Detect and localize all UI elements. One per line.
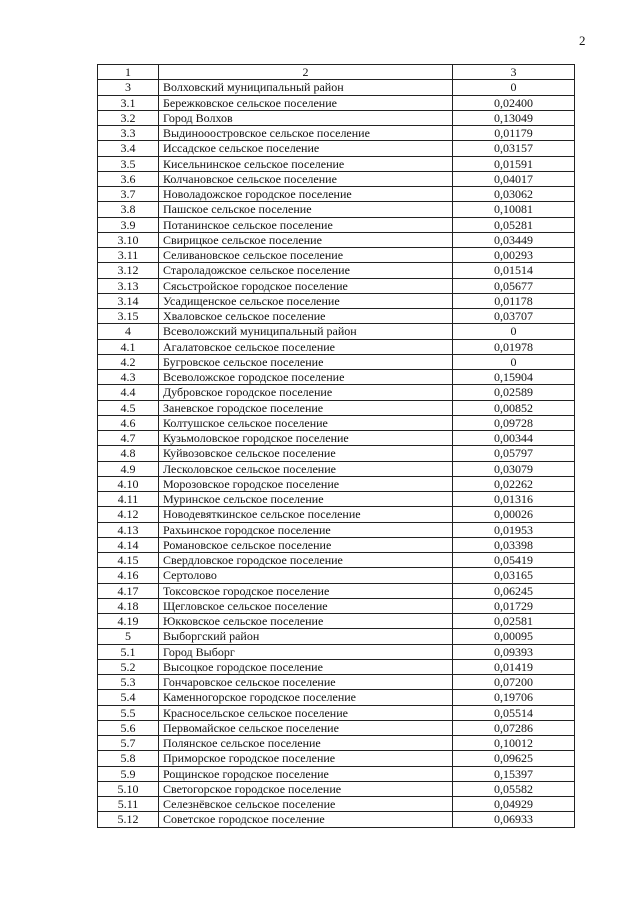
municipality-name: Юкковское сельское поселение: [159, 614, 453, 629]
municipality-name: Свердловское городское поселение: [159, 553, 453, 568]
coefficient-value: 0,01178: [453, 293, 575, 308]
table-row: [98, 598, 575, 613]
row-number: 3.10: [98, 232, 159, 247]
municipality-name: Щегловское сельское поселение: [159, 598, 453, 613]
table-row: [98, 507, 575, 522]
row-number: 4.15: [98, 553, 159, 568]
row-number: 3.2: [98, 110, 159, 125]
table-row: [98, 110, 575, 125]
coefficient-value: 0,01419: [453, 659, 575, 674]
table-row: [98, 705, 575, 720]
municipality-name: Пашское сельское поселение: [159, 202, 453, 217]
municipality-name: Высоцкое городское поселение: [159, 659, 453, 674]
row-number: 4.18: [98, 598, 159, 613]
municipality-name: Каменногорское городское поселение: [159, 690, 453, 705]
municipality-name: Усадищенское сельское поселение: [159, 293, 453, 308]
table-row: [98, 614, 575, 629]
row-number: 3.6: [98, 171, 159, 186]
municipality-name: Бугровское сельское поселение: [159, 354, 453, 369]
table-row: [98, 690, 575, 705]
table-row: [98, 278, 575, 293]
municipality-name: Кисельнинское сельское поселение: [159, 156, 453, 171]
coefficient-value: 0,15397: [453, 766, 575, 781]
table-row: [98, 476, 575, 491]
coefficient-value: 0,01514: [453, 263, 575, 278]
coefficient-value: 0,00293: [453, 248, 575, 263]
row-number: 5: [98, 629, 159, 644]
row-number: 4.7: [98, 431, 159, 446]
coefficient-value: 0,05281: [453, 217, 575, 232]
municipality-name: Полянское сельское поселение: [159, 736, 453, 751]
row-number: 5.6: [98, 720, 159, 735]
coefficient-value: 0: [453, 80, 575, 95]
row-number: 5.12: [98, 812, 159, 827]
row-number: 3.14: [98, 293, 159, 308]
coefficient-value: 0,03157: [453, 141, 575, 156]
table-row: [98, 263, 575, 278]
coefficient-value: 0,02589: [453, 385, 575, 400]
municipality-name: Рощинское городское поселение: [159, 766, 453, 781]
table-row: [98, 232, 575, 247]
coefficient-value: 0,01316: [453, 492, 575, 507]
municipality-name: Сясьстройское городское поселение: [159, 278, 453, 293]
table-row: [98, 568, 575, 583]
coefficient-value: 0,02581: [453, 614, 575, 629]
table-row: [98, 629, 575, 644]
table-row: [98, 583, 575, 598]
table-row: [98, 431, 575, 446]
row-number: 5.7: [98, 736, 159, 751]
table-row: [98, 553, 575, 568]
table-row: [98, 736, 575, 751]
municipality-name: Куйвозовское сельское поселение: [159, 446, 453, 461]
row-number: 4: [98, 324, 159, 339]
coefficient-value: 0,10012: [453, 736, 575, 751]
row-number: 5.8: [98, 751, 159, 766]
municipality-name: Первомайское сельское поселение: [159, 720, 453, 735]
coefficient-value: 0,01978: [453, 339, 575, 354]
municipality-name: Селезнёвское сельское поселение: [159, 797, 453, 812]
row-number: 3.3: [98, 126, 159, 141]
table-header: [98, 65, 575, 80]
row-number: 5.9: [98, 766, 159, 781]
coefficient-value: 0,01729: [453, 598, 575, 613]
table-row: [98, 446, 575, 461]
table-header-row: [98, 65, 575, 80]
header-col-2: 2: [159, 65, 453, 80]
row-number: 3.12: [98, 263, 159, 278]
table-row: [98, 187, 575, 202]
municipality-name: Выборгский район: [159, 629, 453, 644]
coefficient-value: 0,00852: [453, 400, 575, 415]
row-number: 4.9: [98, 461, 159, 476]
coefficient-value: 0,05514: [453, 705, 575, 720]
page-number: 2: [579, 33, 586, 48]
row-number: 5.3: [98, 675, 159, 690]
municipality-name: Лесколовское сельское поселение: [159, 461, 453, 476]
table-row: [98, 675, 575, 690]
row-number: 4.6: [98, 415, 159, 430]
table-row: [98, 492, 575, 507]
municipality-name: Иссадское сельское поселение: [159, 141, 453, 156]
coefficient-value: 0,04929: [453, 797, 575, 812]
header-col-1: 1: [98, 65, 159, 80]
table-row: [98, 80, 575, 95]
municipality-name: Хваловское сельское поселение: [159, 309, 453, 324]
coefficient-value: 0,00344: [453, 431, 575, 446]
table-row: [98, 400, 575, 415]
table-row: [98, 370, 575, 385]
coefficient-value: 0,09393: [453, 644, 575, 659]
coefficient-value: 0,00095: [453, 629, 575, 644]
coefficient-value: 0,00026: [453, 507, 575, 522]
coefficient-value: 0,06933: [453, 812, 575, 827]
municipality-name: Сертолово: [159, 568, 453, 583]
coefficient-value: 0,03062: [453, 187, 575, 202]
table-row: [98, 751, 575, 766]
table-row: [98, 324, 575, 339]
row-number: 4.5: [98, 400, 159, 415]
municipality-name: Выдинооостровское сельское поселение: [159, 126, 453, 141]
municipality-name: Селивановское сельское поселение: [159, 248, 453, 263]
municipality-name: Морозовское городское поселение: [159, 476, 453, 491]
coefficient-value: 0,01179: [453, 126, 575, 141]
coefficient-value: 0,10081: [453, 202, 575, 217]
municipality-name: Колтушское сельское поселение: [159, 415, 453, 430]
table-row: [98, 720, 575, 735]
municipality-name: Рахьинское городское поселение: [159, 522, 453, 537]
row-number: 4.4: [98, 385, 159, 400]
coefficient-value: 0,02262: [453, 476, 575, 491]
table-row: [98, 354, 575, 369]
municipality-name: Красносельское сельское поселение: [159, 705, 453, 720]
table-body: [98, 80, 575, 827]
municipality-name: Дубровское городское поселение: [159, 385, 453, 400]
municipality-name: Токсовское городское поселение: [159, 583, 453, 598]
municipality-name: Романовское сельское поселение: [159, 537, 453, 552]
table-row: [98, 537, 575, 552]
municipality-name: Муринское сельское поселение: [159, 492, 453, 507]
coefficient-value: 0,05677: [453, 278, 575, 293]
municipality-name: Приморское городское поселение: [159, 751, 453, 766]
table-row: [98, 309, 575, 324]
coefficient-value: 0,15904: [453, 370, 575, 385]
table-row: [98, 156, 575, 171]
row-number: 4.13: [98, 522, 159, 537]
row-number: 4.19: [98, 614, 159, 629]
coefficient-value: 0,19706: [453, 690, 575, 705]
row-number: 3.8: [98, 202, 159, 217]
row-number: 5.1: [98, 644, 159, 659]
coefficient-value: 0,03398: [453, 537, 575, 552]
row-number: 3.7: [98, 187, 159, 202]
table-row: [98, 644, 575, 659]
row-number: 5.11: [98, 797, 159, 812]
coefficient-value: 0,09728: [453, 415, 575, 430]
coefficient-value: 0,02400: [453, 95, 575, 110]
row-number: 5.2: [98, 659, 159, 674]
row-number: 4.14: [98, 537, 159, 552]
row-number: 3.4: [98, 141, 159, 156]
row-number: 5.10: [98, 781, 159, 796]
municipality-name: Колчановское сельское поселение: [159, 171, 453, 186]
table-row: [98, 766, 575, 781]
row-number: 3.1: [98, 95, 159, 110]
coefficient-value: 0,13049: [453, 110, 575, 125]
municipality-name: Город Волхов: [159, 110, 453, 125]
table-row: [98, 797, 575, 812]
row-number: 3.15: [98, 309, 159, 324]
municipality-name: Всеволожский муниципальный район: [159, 324, 453, 339]
municipality-name: Свирицкое сельское поселение: [159, 232, 453, 247]
coefficient-value: 0,03079: [453, 461, 575, 476]
municipality-name: Город Выборг: [159, 644, 453, 659]
coefficient-value: 0,04017: [453, 171, 575, 186]
table-row: [98, 659, 575, 674]
municipality-name: Светогорское городское поселение: [159, 781, 453, 796]
table-row: [98, 461, 575, 476]
table-row: [98, 126, 575, 141]
coefficient-value: 0,01591: [453, 156, 575, 171]
row-number: 3.5: [98, 156, 159, 171]
coefficient-value: 0: [453, 354, 575, 369]
coefficient-value: 0,03165: [453, 568, 575, 583]
allocation-table: [97, 64, 575, 828]
table-row: [98, 522, 575, 537]
table-row: [98, 141, 575, 156]
row-number: 4.12: [98, 507, 159, 522]
table-row: [98, 171, 575, 186]
coefficient-value: 0,05797: [453, 446, 575, 461]
municipality-name: Бережковское сельское поселение: [159, 95, 453, 110]
row-number: 4.2: [98, 354, 159, 369]
row-number: 3.9: [98, 217, 159, 232]
table-row: [98, 781, 575, 796]
municipality-name: Потанинское сельское поселение: [159, 217, 453, 232]
table-row: [98, 248, 575, 263]
row-number: 3.11: [98, 248, 159, 263]
row-number: 5.4: [98, 690, 159, 705]
table-row: [98, 95, 575, 110]
table-row: [98, 202, 575, 217]
row-number: 3.13: [98, 278, 159, 293]
coefficient-value: 0,03449: [453, 232, 575, 247]
row-number: 4.1: [98, 339, 159, 354]
municipality-name: Агалатовское сельское поселение: [159, 339, 453, 354]
coefficient-value: 0,09625: [453, 751, 575, 766]
row-number: 5.5: [98, 705, 159, 720]
municipality-name: Новоладожское городское поселение: [159, 187, 453, 202]
table-row: [98, 812, 575, 827]
row-number: 3: [98, 80, 159, 95]
coefficient-value: 0,05582: [453, 781, 575, 796]
coefficient-value: 0,07200: [453, 675, 575, 690]
row-number: 4.17: [98, 583, 159, 598]
table-row: [98, 385, 575, 400]
coefficient-value: 0: [453, 324, 575, 339]
coefficient-value: 0,05419: [453, 553, 575, 568]
municipality-name: Староладожское сельское поселение: [159, 263, 453, 278]
table-row: [98, 415, 575, 430]
municipality-name: Кузьмоловское городское поселение: [159, 431, 453, 446]
municipality-name: Волховский муниципальный район: [159, 80, 453, 95]
table-row: [98, 339, 575, 354]
coefficient-value: 0,07286: [453, 720, 575, 735]
municipality-name: Гончаровское сельское поселение: [159, 675, 453, 690]
row-number: 4.16: [98, 568, 159, 583]
municipality-name: Заневское городское поселение: [159, 400, 453, 415]
row-number: 4.11: [98, 492, 159, 507]
table-row: [98, 293, 575, 308]
row-number: 4.8: [98, 446, 159, 461]
municipality-name: Всеволожское городское поселение: [159, 370, 453, 385]
coefficient-value: 0,01953: [453, 522, 575, 537]
coefficient-value: 0,06245: [453, 583, 575, 598]
header-col-3: 3: [453, 65, 575, 80]
coefficient-value: 0,03707: [453, 309, 575, 324]
row-number: 4.10: [98, 476, 159, 491]
municipality-name: Советское городское поселение: [159, 812, 453, 827]
municipality-name: Новодевяткинское сельское поселение: [159, 507, 453, 522]
row-number: 4.3: [98, 370, 159, 385]
table-row: [98, 217, 575, 232]
